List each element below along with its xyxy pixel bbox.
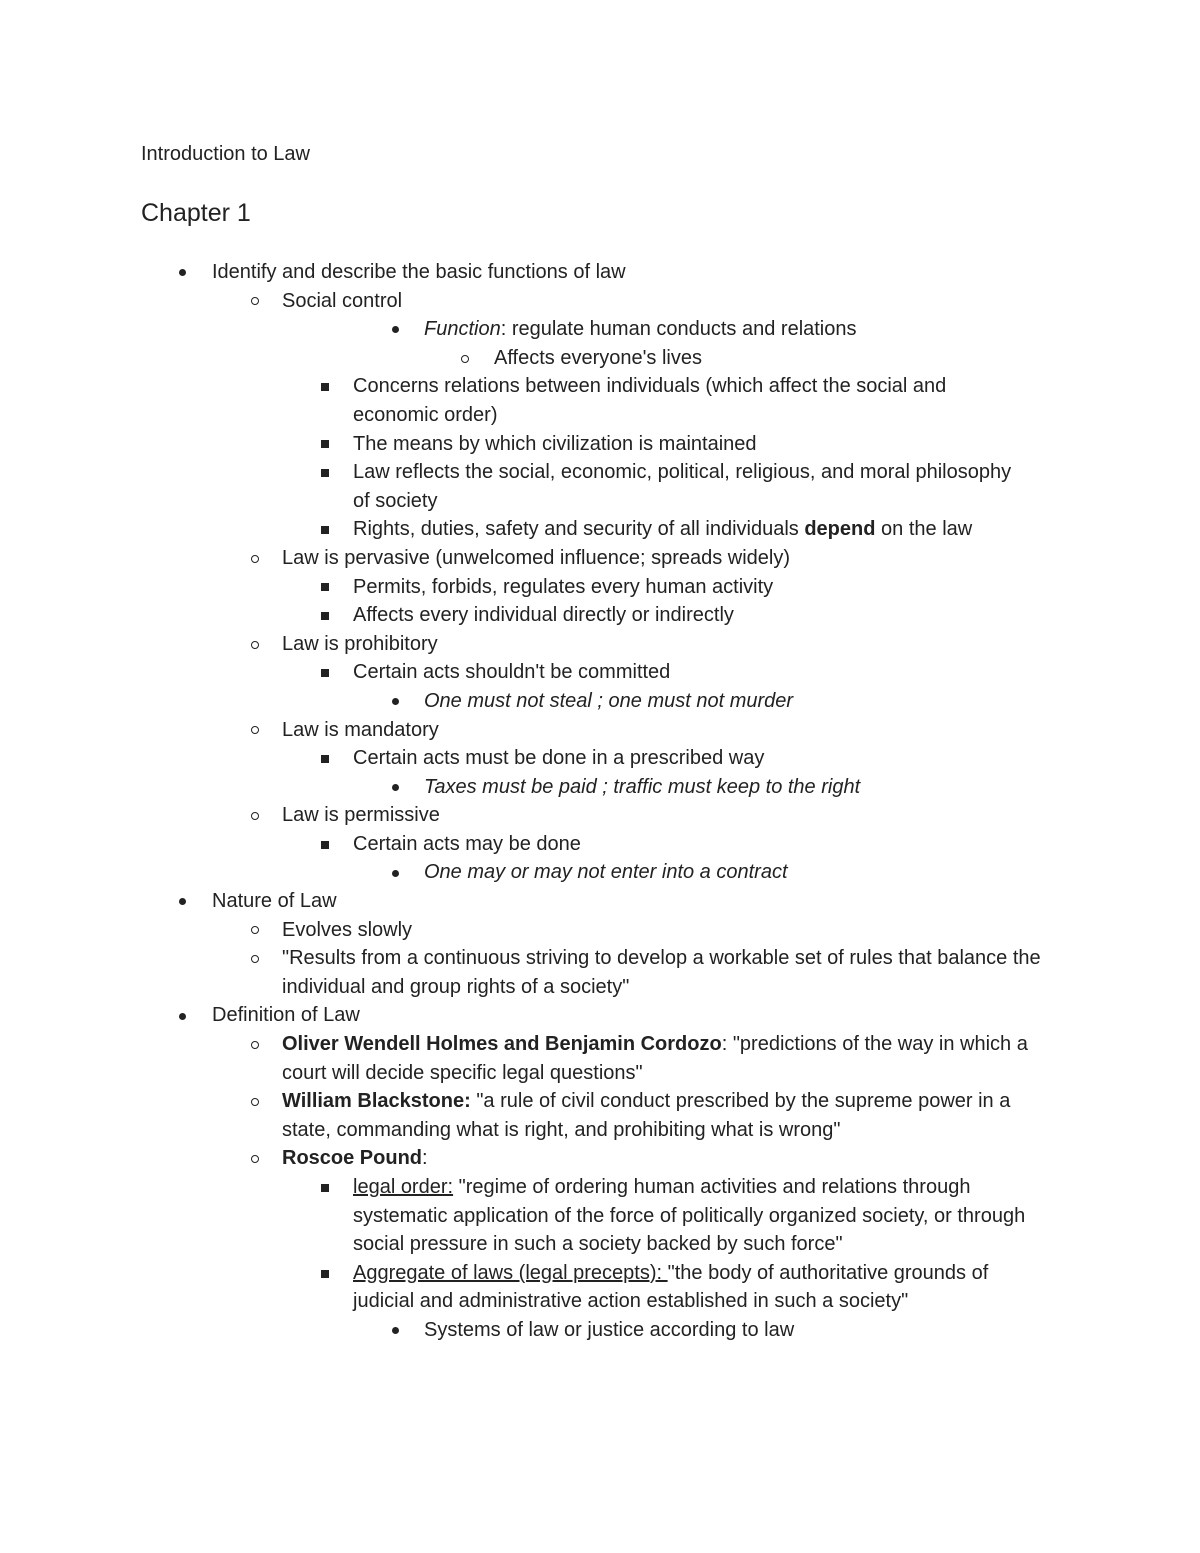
list-item: Evolves slowly (0, 916, 1200, 945)
hollow-bullet-icon (245, 630, 265, 659)
square-bullet-icon (315, 430, 335, 459)
hollow-bullet-icon (245, 944, 265, 973)
list-item: Certain acts shouldn't be committed (0, 658, 1200, 687)
author-name: Roscoe Pound (282, 1147, 423, 1170)
square-bullet-icon (315, 830, 335, 859)
list-item: legal order: "regime of ordering human activities and relations through systematic application of the force of politically organized society, or through social pressure in such a society backed by such force" (0, 1173, 1200, 1259)
document-title: Introduction to Law (141, 143, 310, 165)
square-bullet-icon (315, 372, 335, 401)
list-item: Roscoe Pound: (0, 1144, 1200, 1173)
square-bullet-icon (315, 601, 335, 630)
chapter-heading: Chapter 1 (141, 199, 251, 227)
list-item: Social control (0, 287, 1200, 316)
square-bullet-icon (315, 658, 335, 687)
list-item: One must not steal ; one must not murder (0, 687, 1200, 716)
list-item: One may or may not enter into a contract (0, 858, 1200, 887)
list-item: Law is mandatory (0, 716, 1200, 745)
hollow-bullet-icon (245, 1030, 265, 1059)
list-item: Systems of law or justice according to law (0, 1316, 1200, 1345)
filled-bullet-icon (172, 887, 192, 916)
list-item: Definition of Law (0, 1001, 1200, 1030)
square-bullet-icon (315, 458, 335, 487)
function-term: Function (424, 318, 501, 341)
list-item: Permits, forbids, regulates every human activity (0, 573, 1200, 602)
square-bullet-icon (315, 744, 335, 773)
hollow-bullet-icon (245, 1087, 265, 1116)
list-item: Nature of Law (0, 887, 1200, 916)
list-item: Identify and describe the basic functions of law (0, 258, 1200, 287)
hollow-bullet-icon (245, 287, 265, 316)
list-item: Concerns relations between individuals (which affect the social and economic order) (0, 372, 1200, 429)
hollow-bullet-icon (245, 801, 265, 830)
square-bullet-icon (315, 515, 335, 544)
list-item: Affects everyone's lives (0, 344, 1200, 373)
author-name: Oliver Wendell Holmes and Benjamin Cordozo (282, 1033, 722, 1056)
list-item: Law is pervasive (unwelcomed influence; spreads widely) (0, 544, 1200, 573)
square-bullet-icon (315, 573, 335, 602)
list-item: Law is permissive (0, 801, 1200, 830)
filled-bullet-icon (385, 1316, 405, 1345)
filled-bullet-icon (385, 858, 405, 887)
list-item: Affects every individual directly or indirectly (0, 601, 1200, 630)
list-item: William Blackstone: "a rule of civil conduct prescribed by the supreme power in a state, commanding what is right, and prohibiting what is wrong" (0, 1087, 1200, 1144)
hollow-bullet-icon (245, 544, 265, 573)
list-item: The means by which civilization is maintained (0, 430, 1200, 459)
term-legal-order: legal order: (353, 1176, 454, 1198)
list-item: Law reflects the social, economic, political, religious, and moral philosophy of society (0, 458, 1200, 515)
filled-bullet-icon (172, 258, 192, 287)
filled-bullet-icon (385, 315, 405, 344)
list-item: Function: regulate human conducts and relations (0, 315, 1200, 344)
hollow-bullet-icon (455, 344, 475, 373)
list-item: Certain acts may be done (0, 830, 1200, 859)
filled-bullet-icon (385, 773, 405, 802)
list-item: Rights, duties, safety and security of all individuals depend on the law (0, 515, 1200, 544)
square-bullet-icon (315, 1173, 335, 1202)
hollow-bullet-icon (245, 716, 265, 745)
hollow-bullet-icon (245, 1144, 265, 1173)
term-aggregate-of-laws: Aggregate of laws (legal precepts): (353, 1261, 668, 1284)
author-name: William Blackstone: (282, 1090, 471, 1113)
list-item: "Results from a continuous striving to develop a workable set of rules that balance the individual and group rights of a society" (0, 944, 1200, 1001)
list-item: Oliver Wendell Holmes and Benjamin Cordozo: "predictions of the way in which a court will decide specific legal questions" (0, 1030, 1200, 1087)
list-item: Aggregate of laws (legal precepts): "the body of authoritative grounds of judicial and administrative action established in such a society" (0, 1259, 1200, 1316)
list-item: Certain acts must be done in a prescribed way (0, 744, 1200, 773)
filled-bullet-icon (385, 687, 405, 716)
outline (0, 258, 1200, 1345)
hollow-bullet-icon (245, 916, 265, 945)
list-item: Taxes must be paid ; traffic must keep to the right (0, 773, 1200, 802)
filled-bullet-icon (172, 1001, 192, 1030)
square-bullet-icon (315, 1259, 335, 1288)
list-item: Law is prohibitory (0, 630, 1200, 659)
